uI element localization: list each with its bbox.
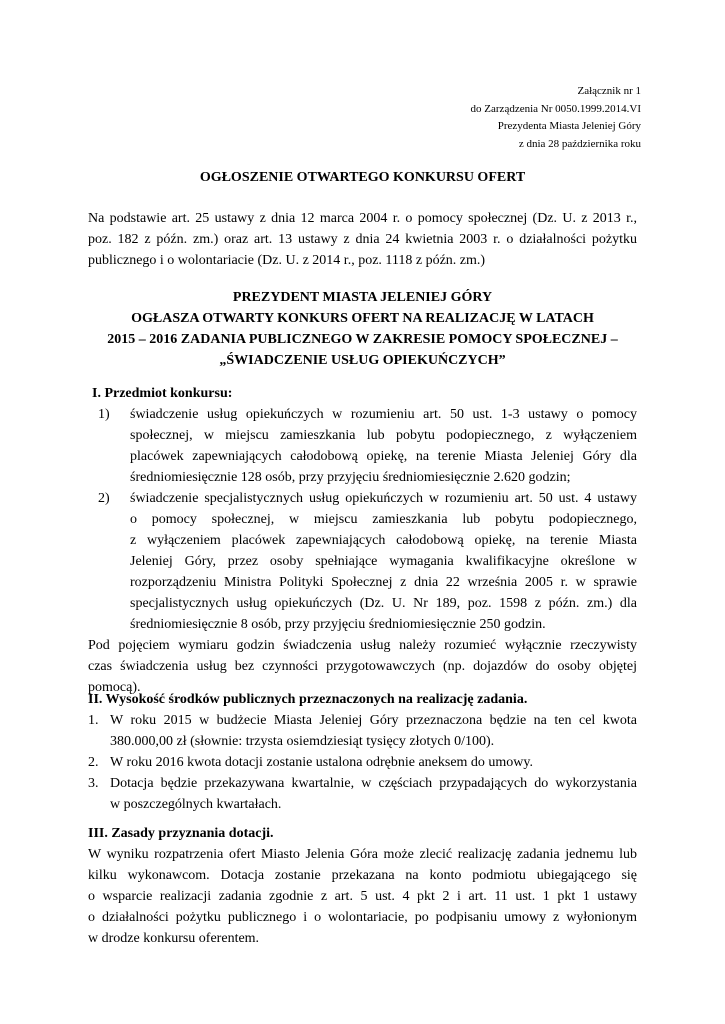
item-line: placówek zapewniających całodobową opiekę, na terenie Miasta Jeleniej Góry dla xyxy=(130,449,637,464)
grant-rules-paragraph xyxy=(88,844,637,949)
item-text xyxy=(110,710,637,752)
section-title: II. Wysokość środków publicznych przeznaczonych na realizację zadania. xyxy=(88,692,528,707)
note-line: pomocą). xyxy=(88,680,141,695)
item-line: świadczenie specjalistycznych usług opiekuńczych w rozumieniu art. 50 ust. 4 ustawy xyxy=(130,491,637,506)
heading-line: 2015 – 2016 ZADANIA PUBLICZNEGO W ZAKRESIE POMOCY SPOŁECZNEJ – xyxy=(107,332,618,347)
heading-line: OGŁASZA OTWARTY KONKURS OFERT NA REALIZACJĘ W LATACH xyxy=(131,311,594,326)
item-line: W roku 2016 kwota dotacji zostanie ustalona odrębnie aneksem do umowy. xyxy=(110,755,534,770)
document-title: OGŁOSZENIE OTWARTEGO KONKURSU OFERT xyxy=(199,170,526,185)
attachment-line: do Zarządzenia Nr 0050.1999.2014.VI xyxy=(470,102,641,115)
section-title: I. Przedmiot konkursu: xyxy=(92,386,233,401)
item-text xyxy=(110,773,637,815)
item-number: 3. xyxy=(88,776,99,791)
item-line: świadczenie usług opiekuńczych w rozumieniu art. 50 ust. 1-3 ustawy o pomocy xyxy=(130,407,637,422)
paragraph-line: kilku wykonawcom. Dotacja zostanie przekazana na konto podmiotu ubiegającego się xyxy=(88,868,637,883)
list-item xyxy=(88,773,637,815)
paragraph-line: w drodze konkursu oferentem. xyxy=(88,931,260,946)
section-funding xyxy=(88,689,637,815)
paragraph-line: W wyniku rozpatrzenia ofert Miasto Jelenia Góra może zlecić realizację zadania jednemu lub xyxy=(88,847,637,862)
item-line: rozporządzeniu Ministra Polityki Społecznej z dnia 22 września 2005 r. w sprawie xyxy=(130,575,637,590)
item-number: 2) xyxy=(98,491,110,506)
paragraph-line: o wsparcie realizacji zadania zgodnie z art. 5 ust. 4 pkt 2 i art. 11 ust. 1 pkt 1 ustawy xyxy=(88,889,637,904)
item-text xyxy=(130,488,637,635)
item-line: średniomiesięcznie 8 osób, przy przyjęciu średniomiesięcznie 250 godzin. xyxy=(130,617,546,632)
item-number: 1) xyxy=(98,407,110,422)
list-item xyxy=(88,404,637,488)
note-line: czas świadczenia usług bez czynności przygotowawczych (np. dojazdów do osoby objętej xyxy=(88,659,637,674)
list-item xyxy=(88,752,637,773)
paragraph-line: o działalności pożytku publicznego i o wolontariacie, po podpisaniu umowy z wyłonionym xyxy=(88,910,637,925)
item-number: 2. xyxy=(88,755,99,770)
item-line: średniomiesięcznie 128 osób, przy przyjęciu średniomiesięcznie 2.620 godzin; xyxy=(130,470,571,485)
item-line: Dotacja będzie przekazywana kwartalnie, w częściach przypadających do wykorzystania xyxy=(110,776,637,791)
list-item xyxy=(88,488,637,635)
note-line: Pod pojęciem wymiaru godzin świadczenia usług należy rozumieć wyłącznie rzeczywisty xyxy=(88,638,637,653)
paragraph-line: Na podstawie art. 25 ustawy z dnia 12 marca 2004 r. o pomocy społecznej (Dz. U. z 2013 r., xyxy=(88,211,637,226)
legal-basis-paragraph xyxy=(88,208,637,271)
paragraph-line: poz. 182 z późn. zm.) oraz art. 13 ustawy z dnia 24 kwietnia 2003 r. o działalności pożytku xyxy=(88,232,637,247)
paragraph-line: publicznego i o wolontariacie (Dz. U. z 2014 r., poz. 1118 z późn. zm.) xyxy=(88,253,486,268)
attachment-line: Załącznik nr 1 xyxy=(577,85,641,97)
section-grant-rules xyxy=(88,823,637,949)
list-item xyxy=(88,710,637,752)
announcement-heading xyxy=(0,287,725,371)
heading-line: PREZYDENT MIASTA JELENIEJ GÓRY xyxy=(232,290,493,305)
item-line: w poszczególnych kwartałach. xyxy=(110,797,282,812)
attachment-line: Prezydenta Miasta Jeleniej Góry xyxy=(497,120,641,132)
item-line: W roku 2015 w budżecie Miasta Jeleniej Góry przeznaczona będzie na ten cel kwota xyxy=(110,713,637,728)
item-number: 1. xyxy=(88,713,99,728)
heading-line: „ŚWIADCZENIE USŁUG OPIEKUŃCZYCH” xyxy=(219,353,506,368)
item-line: o pomocy społecznej, w miejscu zamieszkania lub pobytu podopiecznego, xyxy=(130,512,637,527)
item-line: specjalistycznych usług opiekuńczych (Dz. U. Nr 189, poz. 1598 z późn. zm.) dla xyxy=(130,596,637,611)
section-title: III. Zasady przyznania dotacji. xyxy=(88,826,274,841)
attachment-line: z dnia 28 października roku xyxy=(518,137,641,150)
item-line: społecznej, w miejscu zamieszkania lub pobytu podopiecznego, z wyłączeniem xyxy=(130,428,637,443)
item-text xyxy=(130,404,637,488)
section-subject xyxy=(88,383,637,698)
attachment-note xyxy=(471,83,641,153)
item-text xyxy=(110,752,637,773)
item-line: Jeleniej Góry, przez osoby spełniające wymagania kwalifikacyjne określone w xyxy=(130,554,637,569)
item-line: 380.000,00 zł (słownie: trzysta osiemdziesiąt tysięcy złotych 0/100). xyxy=(110,734,495,749)
item-line: z wyłączeniem placówek zapewniających całodobową opiekę, na terenie Miasta xyxy=(130,533,637,548)
